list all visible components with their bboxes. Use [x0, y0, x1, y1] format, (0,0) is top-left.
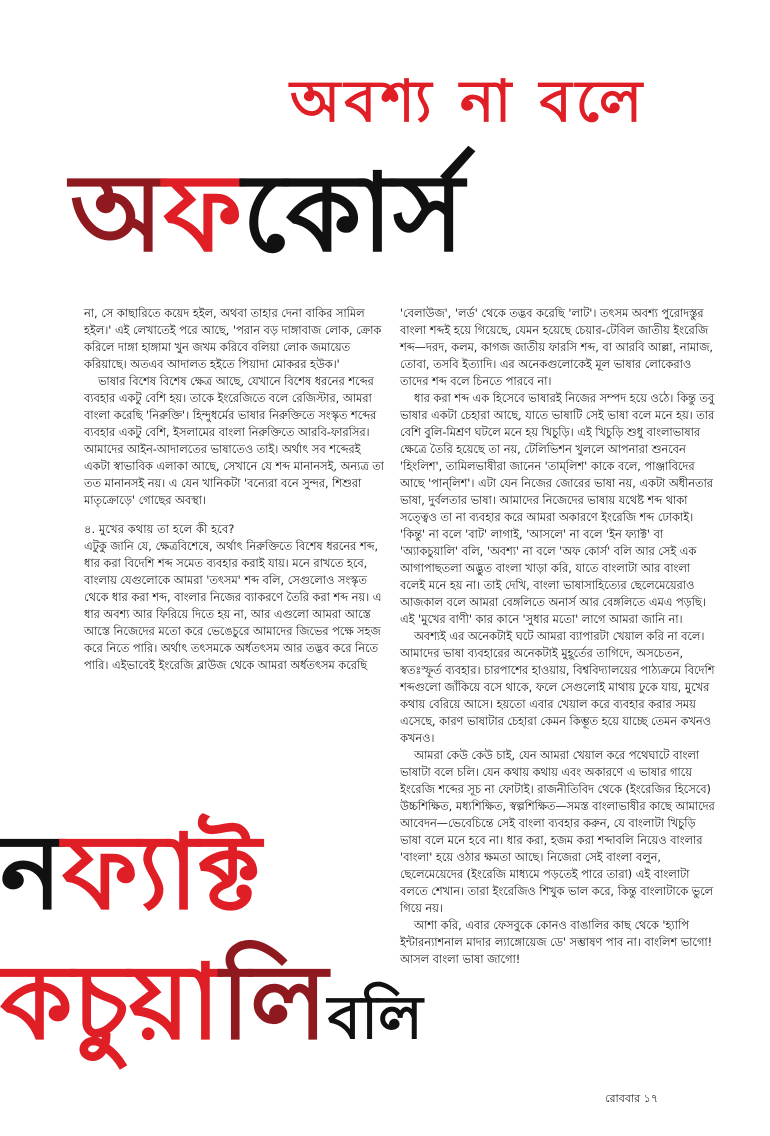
- decorative-lettering-line-2: [0, 941, 423, 1063]
- decorative-lettering-line-1: [0, 811, 262, 933]
- headline-part-c: কোর্স: [242, 151, 465, 276]
- headline-line-1: অবশ্য না বলে: [290, 67, 647, 135]
- paragraph: না, সে কাছারিতে কয়েদ হইল, অথবা তাহার দেনা বাকির সামিল হইল।' এই লেখাতেই পরে আছে, 'পরান বড় দাঙ্গাবাজ লোক, ক্রোক করিলে দাঙ্গা হাঙ্গামা খুন জখম করিবে বলিয়া লোক জমায়েত করিয়াছে। অতএব আদালত হইতে পিয়াদা মোকরর হউক।': [84, 307, 382, 371]
- headline-part-b: ফ: [163, 151, 243, 276]
- article-column-left: [84, 305, 389, 674]
- paragraph: ধার করা শব্দ এক হিসেবে ভাষারই নিজের সম্পদ হয়ে ওঠে। কিন্তু তবু ভাষার একটা চেহারা আছে, যাতে ভাষাটি সেই ভাষা বলে মনে হয়। তার বেশি বুলি-মিশ্রণ ঘটলে মনে হয় খিচুড়ি। এই খিচুড়ি শুধু বাংলাভাষার ক্ষেত্রে তৈরি হয়েছে তা নয়, টেলিভিশন খুললে আপনারা শুনবেন 'হিংলিশ', তামিলভাষীরা জানেন 'তাম্‌লিশ' কাকে বলে, পাঞ্জাবিদের আছে 'পান্‌লিশ'। এটা যেন নিজের জোরের ভাষা নয়, একটা অধীনতার ভাষা, দুর্বলতার ভাষা। আমাদের নিজেদের ভাষায় যথেষ্ট শব্দ থাকা সত্ত্বেও তা না ব্যবহার করে আমরা অকারণে ইংরেজি শব্দ ঢোকাই। 'কিন্তু' না বলে 'বাট' লাগাই, 'আসলে' না বলে 'ইন ফ্যাক্ট' বা 'অ্যাকচুয়ালি' বলি, 'অবশ্য' না বলে 'অফ কোর্স' বলি আর সেই এক আগাপাছতলা অদ্ভুত বাংলা খাড়া করি, যাতে বাংলাটা আর বাংলা বলেই মনে হয় না। তাই দেখি, বাংলা ভাষাসাহিত্যের ছেলেমেয়েরাও আজকাল বলে আমরা বেঙ্গলিতে অনার্স আর বেঙ্গলিতে এমএ পড়ছি। এই 'মুখের বাণী' কার কানে 'সুধার মতো' লাগে আমরা জানি না।: [400, 392, 715, 626]
- paragraph: ভাষার বিশেষ বিশেষ ক্ষেত্র আছে, যেখানে বিশেষ ধরনের শব্দের ব্যবহার একটু বেশি হয়। তাকে ইংরেজিতে বলে রেজিস্টার, আমরা বাংলা করেছি 'নিরুক্তি'। হিন্দুধর্মের ভাষার নিরুক্তিতে সংস্কৃত শব্দের ব্যবহার একটু বেশি, ইসলামের বাংলা নিরুক্তিতে আরবি-ফারসির। আমাদের আইন-আদালতের ভাষাতেও তাই। অর্থাৎ সব শব্দেরই একটা স্বাভাবিক এলাকা আছে, সেখানে যে শব্দ মানানসই, অন্যত্র তা তত মানানসই নয়। এ যেন খানিকটা 'বন্যেরা বনে সুন্দর, শিশুরা মাতৃক্রোড়ে' গোছের অবস্থা।: [84, 375, 384, 507]
- section-subheading: ৪. মুখের কথায় তা হলে কী হবে?: [84, 522, 235, 536]
- headline-part-a: অ: [70, 151, 164, 276]
- headline-line-2: [70, 151, 465, 276]
- paragraph: আমরা কেউ কেউ চাই, যেন আমরা খেয়াল করে পথেঘাটে বাংলা ভাষাটা বলে চলি। যেন কথায় কথায় এবং অকারণে এ ভাষার গায়ে ইংরেজি শব্দের সূচ না ফোটাই। রাজনীতিবিদ থেকে (ইংরেজির হিসেবে) উচ্চশিক্ষিত, মধ্যশিক্ষিত, স্বল্পশিক্ষিত—সমস্ত বাংলাভাষীর কাছে আমাদের আবেদন—ভেবেচিন্তে সেই বাংলা ব্যবহার করুন, যে বাংলাটা খিচুড়ি ভাষা বলে মনে হবে না। ধার করা, হজম করা শব্দাবলি নিয়েও বাংলার 'বাংলা' হয়ে ওঠার ক্ষমতা আছে। নিজেরা সেই বাংলা বলুন, ছেলেমেয়েদের (ইংরেজি মাধ্যমে পড়তেই পারে তারা) এই বাংলাটা বলতে শেখান। তারা ইংরেজিও শিখুক ভাল করে, কিন্তু বাংলাটাকে ভুলে গিয়ে নয়।: [400, 749, 715, 915]
- page-footer: রোববার ১৭: [605, 1092, 658, 1105]
- lettering-part: লি: [220, 941, 328, 1063]
- paragraph: আশা করি, এবার ফেসবুকে কোনও বাঙালির কাছ থেকে 'হ্যাপি ইন্টারন্যাশনাল মাদার ল্যাঙ্গোয়েজ ডে' সম্ভাষণ পাব না। বাংলিশ ভাগো! আসল বাংলা ভাষা জাগো!: [400, 919, 713, 966]
- paragraph: 'বেলাউজ', 'লর্ড' থেকে তদ্ভব করেছি 'লাট'। তৎসম অবশ্য পুরোদস্তুর বাংলা শব্দই হয়ে গিয়েছে, যেমন হয়েছে চেয়ার-টেবিল জাতীয় ইংরেজি শব্দ—দরদ, কলম, কাগজ জাতীয় ফারসি শব্দ, বা আরবি আল্লা, নামাজ, তোবা, তসবি ইত্যাদি। এর অনেকগুলোকেই মূল ভাষার লোকেরাও তাদের শব্দ বলে চিনতে পারবে না।: [400, 307, 713, 388]
- lettering-part: বলি: [327, 983, 423, 1053]
- lettering-part: ন: [0, 811, 63, 933]
- paragraph: এটুকু জানি যে, ক্ষেত্রবিশেষে, অর্থাৎ নিরুক্তিতে বিশেষ ধরনের শব্দ, ধার করা বিদেশি শব্দ সমেত ব্যবহার করাই যায়। মনে রাখতে হবে, বাংলায় যেগুলোকে আমরা 'তৎসম' শব্দ বলি, সেগুলোও সংস্কৃত থেকে ধার করা শব্দ, বাংলার নিজের ব্যাকরণে তৈরি করা শব্দ নয়। এ ধার অবশ্য আর ফিরিয়ে দিতে হয় না, আর এগুলো আমরা আস্তে আস্তে নিজেদের মতো করে ভেঙেচুরে আমাদের জিভের পক্ষে সহজ করে নিতে পারি। অর্থাৎ তৎসমকে অর্ধতৎসম আর তদ্ভব করে নিতে পারি। এইভাবেই ইংরেজি ব্লাউজ থেকে আমরা অর্ধতৎসম করেছি: [84, 540, 382, 672]
- lettering-part: কচুয়া: [0, 941, 221, 1063]
- article-column-right: [400, 305, 715, 968]
- lettering-part: ফ্যাক্ট: [62, 811, 262, 933]
- paragraph: অবশ্যই এর অনেকটাই ঘটে আমরা ব্যাপারটা খেয়াল করি না বলে। আমাদের ভাষা ব্যবহারের অনেকটাই মুহূর্তের তাগিদে, অসচেতন, স্বতঃস্ফূর্ত ব্যবহার। চারপাশের হাওয়ায়, বিশ্ববিদ্যালয়ের পাঠ্যক্রমে বিদেশি শব্দগুলো জাঁকিয়ে বসে থাকে, ফলে সেগুলোই মাথায় ঢুকে যায়, মুখের কথায় বেরিয়ে আসে। হয়তো এবার খেয়াল করে ব্যবহার করার সময় এসেছে, কারণ ভাষাটার চেহারা কেমন কিম্ভূত হয়ে যাচ্ছে তেমন কখনও কখনও।: [400, 630, 715, 745]
